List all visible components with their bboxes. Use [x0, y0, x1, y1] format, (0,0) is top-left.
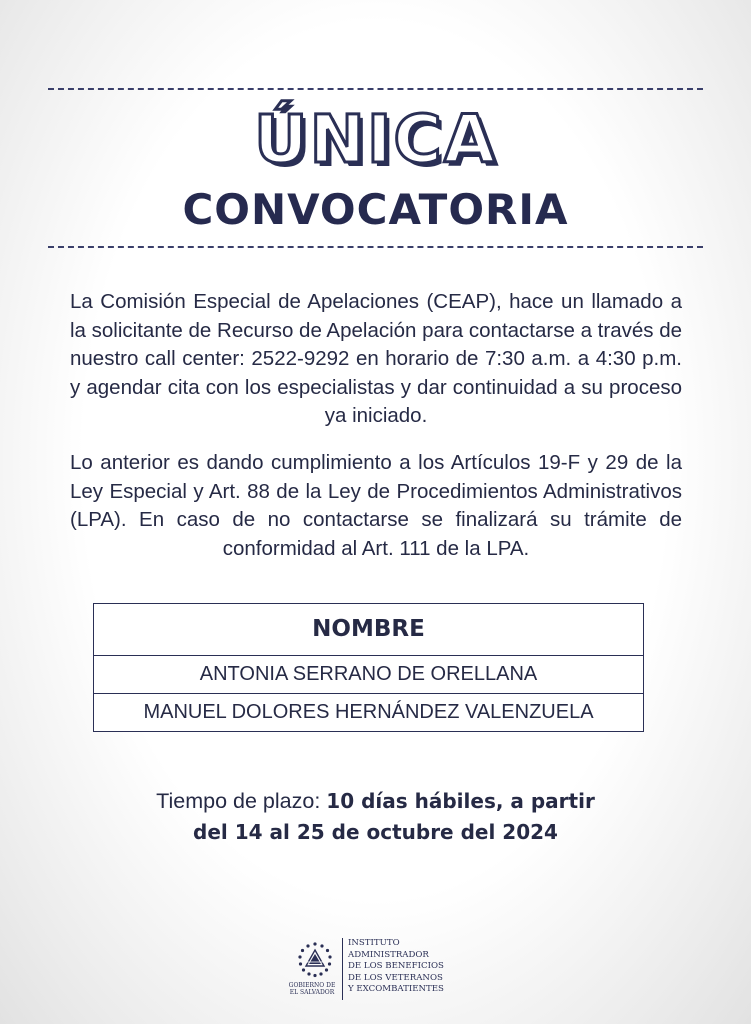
- coat-of-arms-icon: [288, 940, 342, 984]
- deadline-bold-line1: 10 días hábiles, a partir: [326, 789, 595, 813]
- government-label: [282, 982, 342, 996]
- deadline-text: [0, 786, 751, 848]
- institution-line: Y EXCOMBATIENTES: [348, 984, 444, 995]
- deadline-bold-line2: del 14 al 25 de octubre del 2024: [193, 820, 558, 844]
- institution-line: ADMINISTRADOR: [348, 949, 429, 960]
- footer-separator: [342, 938, 343, 1000]
- title-unica: ÚNICA: [254, 101, 497, 178]
- deadline-prefix: Tiempo de plazo:: [156, 789, 327, 813]
- title-convocatoria: CONVOCATORIA: [182, 185, 569, 234]
- institution-line: DE LOS BENEFICIOS: [348, 961, 444, 972]
- body-paragraph-2: Lo anterior es dando cumplimiento a los Artículos 19-F y 29 de la Ley Especial y Art. 88 de la Ley de Procedimientos Administrativos (LPA). En caso de no contactarse se finalizará su trámite de conformidad al Art. 111 de la LPA.: [70, 451, 682, 560]
- names-table: [93, 603, 644, 732]
- footer-logo: [282, 938, 482, 1002]
- top-dashed-divider: [48, 88, 703, 90]
- government-line-1: GOBIERNO DE: [288, 982, 336, 989]
- names-table-header: NOMBRE: [94, 604, 643, 656]
- body-paragraph-1: La Comisión Especial de Apelaciones (CEAP), hace un llamado a la solicitante de Recurso de Apelación para contactarse a través de nuestro call center: 2522-9292 en horario de 7:30 a.m. a 4:30 p.m. y agendar cita con los especialistas y dar continuidad a su proceso ya iniciado.: [70, 290, 682, 427]
- bottom-dashed-divider: [48, 246, 703, 248]
- government-line-2: EL SALVADOR: [289, 989, 335, 996]
- table-row: MANUEL DOLORES HERNÁNDEZ VALENZUELA: [94, 693, 643, 731]
- institution-name: [348, 938, 488, 996]
- table-row: ANTONIA SERRANO DE ORELLANA: [199, 663, 538, 685]
- institution-line: INSTITUTO: [348, 938, 400, 948]
- institution-line: DE LOS VETERANOS: [348, 972, 443, 983]
